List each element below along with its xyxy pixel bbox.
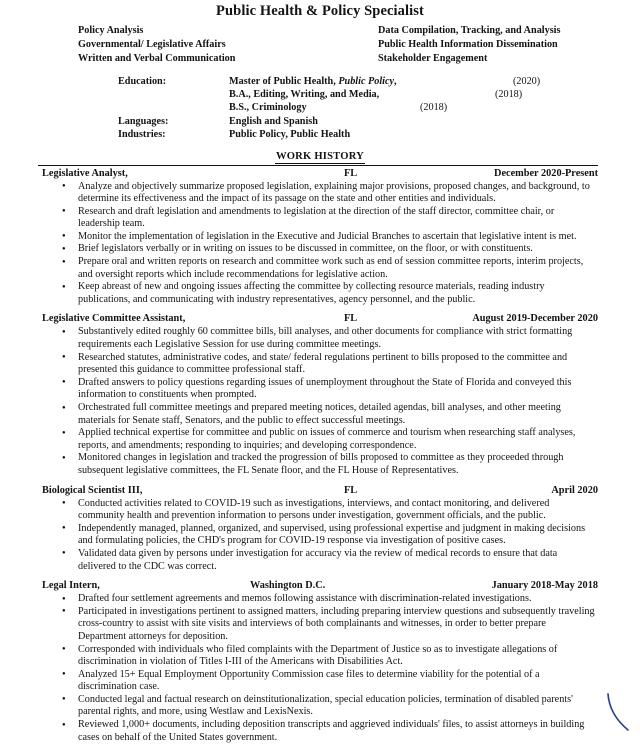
job-responsibility-item: ● Brief legislators verbally or in writing on issues to be discussed in committee, on the floor, or with constituents. (0, 243, 640, 256)
job-responsibility-item: ● Prepare oral and written reports on research and committee work such as end of session committee reports, interim projects, and oversight reports which include recommendations for legislative action. (0, 256, 640, 281)
job-title: Legislative Analyst, (42, 167, 128, 181)
job-dates: January 2018-May 2018 (492, 579, 598, 593)
education-label: Education: (118, 75, 166, 88)
section-divider (38, 165, 598, 166)
education-degree: Master of Public Health, Public Policy, (229, 75, 397, 88)
education-row (0, 88, 640, 101)
section-heading-text: WORK HISTORY (275, 151, 365, 164)
education-row (0, 101, 640, 114)
job-responsibility-item: ● Drafted answers to policy questions regarding issues of unemployment throughout the State of Florida and conveyed this information to constituents when prompted. (0, 377, 640, 402)
job-responsibility-item: ● Conducted legal and factual research on deinstitutionalization, special education policies, termination of disabled parents' parental rights, and more, using Westlaw and LexisNexis. (0, 694, 640, 719)
skills-left-column (78, 24, 235, 66)
education-degree-field: Public Policy (338, 76, 394, 87)
languages-label: Languages: (118, 115, 168, 128)
job-responsibility-item: ● Researched statutes, administrative codes, and state/ federal regulations pertinent to bills proposed to the committee and presented this guidance to committee professional staff. (0, 352, 640, 377)
languages-row (0, 115, 640, 128)
job-header (42, 484, 598, 498)
job-responsibility-item: ● Validated data given by persons under investigation for accuracy via the review of medical records to ensure that data delivered to the CDC was correct. (0, 548, 640, 573)
job-dates: December 2020-Present (494, 167, 598, 181)
job-entry (0, 167, 640, 307)
industries-value: Public Policy, Public Health (229, 128, 350, 141)
job-location: FL (344, 312, 357, 326)
job-responsibility-item: ● Drafted four settlement agreements and memos following assistance with discrimination-related investigations. (0, 593, 640, 606)
job-location: FL (344, 167, 357, 181)
education-year: (2018) (420, 101, 447, 114)
job-header (42, 312, 598, 326)
job-title: Legal Intern, (42, 579, 100, 593)
job-entry (0, 484, 640, 574)
job-entry (0, 312, 640, 477)
job-title: Biological Scientist III, (42, 484, 142, 498)
education-year: (2018) (495, 88, 522, 101)
skill-left-1: Governmental/ Legislative Affairs (78, 38, 235, 52)
credentials-block (0, 75, 640, 144)
skill-left-0: Policy Analysis (78, 24, 235, 38)
industries-row (0, 128, 640, 141)
job-responsibility-item: ● Corresponded with individuals who filed complaints with the Department of Justice so as to investigate allegations of discrimination in violation of Titles I-III of the Americans with Disabilities Act. (0, 644, 640, 669)
job-responsibility-item: ● Applied technical expertise for committee and public on issues of commerce and tourism when researching staff analyses, reports, and amendments; responding to inquiries; and developing correspondence. (0, 427, 640, 452)
job-responsibility-item: ● Orchestrated full committee meetings and prepared meeting notices, detailed agendas, bill analyses, and other meeting materials for Senate staff, Senators, and the public to effect successful meetings. (0, 402, 640, 427)
job-header (42, 167, 598, 181)
job-responsibility-list (0, 498, 640, 574)
languages-value: English and Spanish (229, 115, 318, 128)
job-responsibility-list (0, 593, 640, 744)
education-degree: B.A., Editing, Writing, and Media, (229, 88, 379, 101)
job-responsibility-item: ● Keep abreast of new and ongoing issues affecting the committee by collecting resource materials, reading industry publications, and communicating with industry representatives, agency personnel, and the public. (0, 281, 640, 306)
skill-right-1: Public Health Information Dissemination (378, 38, 560, 52)
job-location: Washington D.C. (250, 579, 325, 593)
job-responsibility-item: ● Monitored changes in legislation and tracked the progression of bills proposed to committee as they proceeded through subsequent legislative committees, the FL Senate floor, and the FL House of Representatives. (0, 452, 640, 477)
job-header (42, 579, 598, 593)
skill-left-2: Written and Verbal Communication (78, 52, 235, 66)
job-responsibility-list (0, 181, 640, 307)
job-responsibility-item: ● Substantively edited roughly 60 committee bills, bill analyses, and other documents for compliance with strict formatting requirements each Legislative Session for use during committee meetings. (0, 326, 640, 351)
job-responsibility-list (0, 326, 640, 477)
skill-right-0: Data Compilation, Tracking, and Analysis (378, 24, 560, 38)
industries-label: Industries: (118, 128, 166, 141)
job-responsibility-item: ● Reviewed 1,000+ documents, including deposition transcripts and aggrieved individuals' files, to assist attorneys in building cases on behalf of the United States government. (0, 719, 640, 744)
education-row (0, 75, 640, 88)
page-title: Public Health & Policy Specialist (0, 0, 640, 20)
job-responsibility-item: ● Conducted activities related to COVID-19 such as investigations, interviews, and contact monitoring, and delivered community health and prevention information to persons under investigation, government officials, and the public. (0, 498, 640, 523)
skill-right-2: Stakeholder Engagement (378, 52, 560, 66)
job-title: Legislative Committee Assistant, (42, 312, 185, 326)
skills-summary (0, 24, 640, 66)
job-responsibility-item: ● Analyze and objectively summarize proposed legislation, explaining major provisions, proposed changes, and background, to determine its effectiveness and the impact of its passage on the state and other entities and individuals. (0, 181, 640, 206)
job-dates: April 2020 (551, 484, 598, 498)
job-location: FL (344, 484, 357, 498)
skills-right-column (378, 24, 560, 66)
job-responsibility-item: ● Research and draft legislation and amendments to legislation at the direction of the staff director, committee chair, or leadership team. (0, 206, 640, 231)
job-entry (0, 579, 640, 744)
section-heading-work-history (0, 150, 640, 163)
education-degree: B.S., Criminology (229, 101, 307, 114)
job-dates: August 2019-December 2020 (472, 312, 598, 326)
job-responsibility-item: ● Monitor the implementation of legislation in the Executive and Judicial Branches to ascertain that legislative intent is met. (0, 231, 640, 244)
education-year: (2020) (513, 75, 540, 88)
job-responsibility-item: ● Independently managed, planned, organized, and supervised, using professional expertise and judgment in making decisions and formulating policies, the CHD's program for COVID-19 response via investigation of positive cases. (0, 523, 640, 548)
job-responsibility-item: ● Participated in investigations pertinent to assigned matters, including preparing interview questions and subsequently traveling cross-country to assist with site visits and interviews of both complainants and witnesses, in order to better prepare Department attorneys for deposition. (0, 606, 640, 644)
work-history-list (0, 167, 640, 744)
job-responsibility-item: ● Analyzed 15+ Equal Employment Opportunity Commission case files to determine viability for the potential of a discrimination case. (0, 669, 640, 694)
